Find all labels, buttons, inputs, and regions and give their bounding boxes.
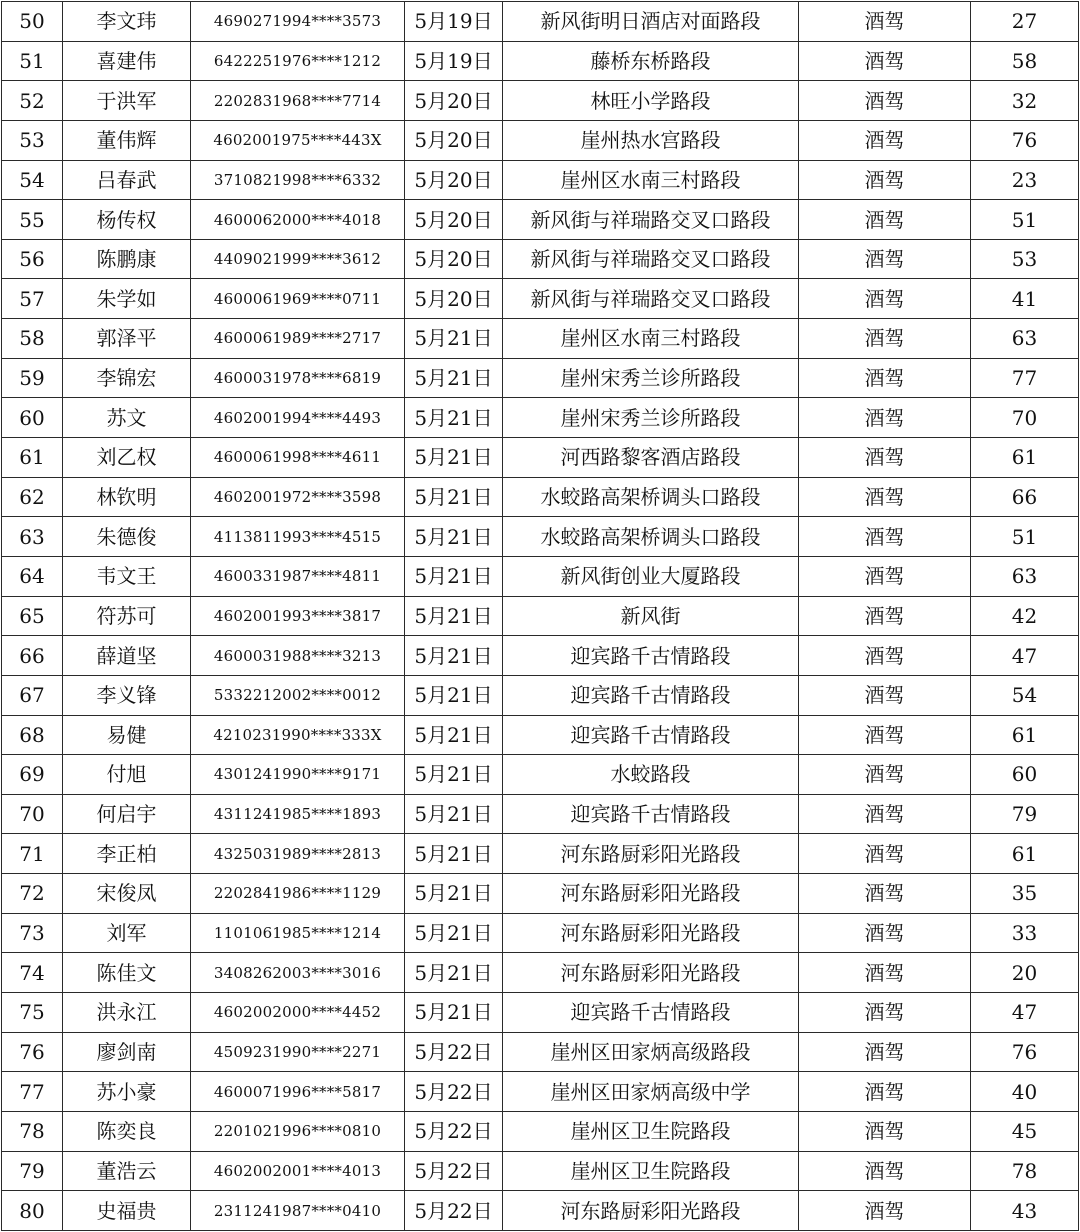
id-number-cell: 4600061969****0711 [191, 279, 405, 319]
name-cell: 李义锋 [63, 675, 191, 715]
row-number-cell: 54 [2, 160, 63, 200]
violation-cell: 酒驾 [799, 438, 971, 478]
row-number-cell: 65 [2, 596, 63, 636]
value-cell: 23 [971, 160, 1079, 200]
violation-cell: 酒驾 [799, 556, 971, 596]
value-cell: 70 [971, 398, 1079, 438]
location-cell: 崖州区卫生院路段 [503, 1111, 799, 1151]
location-cell: 迎宾路千古情路段 [503, 636, 799, 676]
violation-cell: 酒驾 [799, 120, 971, 160]
name-cell: 刘乙权 [63, 438, 191, 478]
date-cell: 5月22日 [405, 1111, 503, 1151]
table-row [2, 1072, 1079, 1112]
location-cell: 新风街与祥瑞路交叉口路段 [503, 279, 799, 319]
name-cell: 史福贵 [63, 1191, 191, 1231]
id-number-cell: 4600061989****2717 [191, 319, 405, 359]
name-cell: 付旭 [63, 755, 191, 795]
table-row [2, 1111, 1079, 1151]
table-row [2, 1032, 1079, 1072]
date-cell: 5月21日 [405, 675, 503, 715]
row-number-cell: 63 [2, 517, 63, 557]
violation-cell: 酒驾 [799, 755, 971, 795]
name-cell: 陈鹏康 [63, 239, 191, 279]
name-cell: 宋俊凤 [63, 874, 191, 914]
name-cell: 郭泽平 [63, 319, 191, 359]
location-cell: 崖州区卫生院路段 [503, 1151, 799, 1191]
violation-cell: 酒驾 [799, 200, 971, 240]
value-cell: 51 [971, 517, 1079, 557]
table-row [2, 834, 1079, 874]
id-number-cell: 4600061998****4611 [191, 438, 405, 478]
id-number-cell: 2202841986****1129 [191, 874, 405, 914]
location-cell: 河东路厨彩阳光路段 [503, 953, 799, 993]
id-number-cell: 4113811993****4515 [191, 517, 405, 557]
location-cell: 迎宾路千古情路段 [503, 993, 799, 1033]
value-cell: 79 [971, 794, 1079, 834]
value-cell: 63 [971, 556, 1079, 596]
value-cell: 20 [971, 953, 1079, 993]
id-number-cell: 4602002001****4013 [191, 1151, 405, 1191]
id-number-cell: 4509231990****2271 [191, 1032, 405, 1072]
value-cell: 42 [971, 596, 1079, 636]
records-table-body [2, 2, 1079, 1231]
date-cell: 5月20日 [405, 81, 503, 121]
row-number-cell: 76 [2, 1032, 63, 1072]
name-cell: 李文玮 [63, 2, 191, 42]
name-cell: 何启宇 [63, 794, 191, 834]
date-cell: 5月21日 [405, 913, 503, 953]
table-row [2, 120, 1079, 160]
date-cell: 5月22日 [405, 1032, 503, 1072]
date-cell: 5月22日 [405, 1191, 503, 1231]
table-row [2, 398, 1079, 438]
id-number-cell: 4311241985****1893 [191, 794, 405, 834]
row-number-cell: 64 [2, 556, 63, 596]
date-cell: 5月21日 [405, 755, 503, 795]
name-cell: 李锦宏 [63, 358, 191, 398]
table-row [2, 358, 1079, 398]
name-cell: 朱学如 [63, 279, 191, 319]
row-number-cell: 70 [2, 794, 63, 834]
id-number-cell: 3710821998****6332 [191, 160, 405, 200]
id-number-cell: 1101061985****1214 [191, 913, 405, 953]
row-number-cell: 55 [2, 200, 63, 240]
violation-cell: 酒驾 [799, 477, 971, 517]
value-cell: 78 [971, 1151, 1079, 1191]
row-number-cell: 80 [2, 1191, 63, 1231]
date-cell: 5月20日 [405, 120, 503, 160]
violation-cell: 酒驾 [799, 358, 971, 398]
location-cell: 崖州区水南三村路段 [503, 319, 799, 359]
value-cell: 76 [971, 1032, 1079, 1072]
table-row [2, 279, 1079, 319]
value-cell: 63 [971, 319, 1079, 359]
value-cell: 61 [971, 715, 1079, 755]
row-number-cell: 50 [2, 2, 63, 42]
id-number-cell: 4600331987****4811 [191, 556, 405, 596]
violation-cell: 酒驾 [799, 874, 971, 914]
violation-cell: 酒驾 [799, 517, 971, 557]
id-number-cell: 4600062000****4018 [191, 200, 405, 240]
table-row [2, 81, 1079, 121]
id-number-cell: 4325031989****2813 [191, 834, 405, 874]
violation-cell: 酒驾 [799, 913, 971, 953]
name-cell: 廖剑南 [63, 1032, 191, 1072]
value-cell: 54 [971, 675, 1079, 715]
table-row [2, 715, 1079, 755]
table-row [2, 993, 1079, 1033]
value-cell: 33 [971, 913, 1079, 953]
name-cell: 于洪军 [63, 81, 191, 121]
date-cell: 5月20日 [405, 279, 503, 319]
location-cell: 水蛟路高架桥调头口路段 [503, 517, 799, 557]
violation-cell: 酒驾 [799, 1032, 971, 1072]
row-number-cell: 60 [2, 398, 63, 438]
name-cell: 易健 [63, 715, 191, 755]
name-cell: 刘军 [63, 913, 191, 953]
violation-cell: 酒驾 [799, 794, 971, 834]
name-cell: 陈奕良 [63, 1111, 191, 1151]
location-cell: 河西路黎客酒店路段 [503, 438, 799, 478]
row-number-cell: 77 [2, 1072, 63, 1112]
value-cell: 32 [971, 81, 1079, 121]
date-cell: 5月22日 [405, 1151, 503, 1191]
row-number-cell: 57 [2, 279, 63, 319]
row-number-cell: 62 [2, 477, 63, 517]
id-number-cell: 4690271994****3573 [191, 2, 405, 42]
date-cell: 5月19日 [405, 2, 503, 42]
violation-cell: 酒驾 [799, 953, 971, 993]
row-number-cell: 73 [2, 913, 63, 953]
table-row [2, 160, 1079, 200]
table-row [2, 41, 1079, 81]
table-row [2, 1151, 1079, 1191]
id-number-cell: 4602001975****443X [191, 120, 405, 160]
location-cell: 迎宾路千古情路段 [503, 794, 799, 834]
records-table [1, 1, 1079, 1231]
violation-cell: 酒驾 [799, 239, 971, 279]
name-cell: 董浩云 [63, 1151, 191, 1191]
table-row [2, 675, 1079, 715]
location-cell: 崖州宋秀兰诊所路段 [503, 358, 799, 398]
id-number-cell: 2311241987****0410 [191, 1191, 405, 1231]
value-cell: 27 [971, 2, 1079, 42]
violation-cell: 酒驾 [799, 993, 971, 1033]
location-cell: 河东路厨彩阳光路段 [503, 834, 799, 874]
date-cell: 5月20日 [405, 239, 503, 279]
location-cell: 河东路厨彩阳光路段 [503, 874, 799, 914]
location-cell: 迎宾路千古情路段 [503, 675, 799, 715]
date-cell: 5月21日 [405, 517, 503, 557]
violation-cell: 酒驾 [799, 596, 971, 636]
id-number-cell: 4602002000****4452 [191, 993, 405, 1033]
date-cell: 5月21日 [405, 438, 503, 478]
date-cell: 5月21日 [405, 636, 503, 676]
id-number-cell: 5332212002****0012 [191, 675, 405, 715]
table-row [2, 874, 1079, 914]
location-cell: 崖州宋秀兰诊所路段 [503, 398, 799, 438]
date-cell: 5月20日 [405, 200, 503, 240]
date-cell: 5月21日 [405, 556, 503, 596]
row-number-cell: 75 [2, 993, 63, 1033]
table-row [2, 438, 1079, 478]
row-number-cell: 59 [2, 358, 63, 398]
name-cell: 韦文王 [63, 556, 191, 596]
row-number-cell: 68 [2, 715, 63, 755]
violation-cell: 酒驾 [799, 319, 971, 359]
violation-cell: 酒驾 [799, 1151, 971, 1191]
value-cell: 45 [971, 1111, 1079, 1151]
violation-cell: 酒驾 [799, 715, 971, 755]
date-cell: 5月21日 [405, 993, 503, 1033]
value-cell: 76 [971, 120, 1079, 160]
table-row [2, 239, 1079, 279]
row-number-cell: 71 [2, 834, 63, 874]
name-cell: 吕春武 [63, 160, 191, 200]
date-cell: 5月21日 [405, 874, 503, 914]
id-number-cell: 4600071996****5817 [191, 1072, 405, 1112]
violation-cell: 酒驾 [799, 279, 971, 319]
location-cell: 藤桥东桥路段 [503, 41, 799, 81]
violation-cell: 酒驾 [799, 636, 971, 676]
name-cell: 苏小豪 [63, 1072, 191, 1112]
row-number-cell: 74 [2, 953, 63, 993]
value-cell: 61 [971, 438, 1079, 478]
row-number-cell: 79 [2, 1151, 63, 1191]
date-cell: 5月21日 [405, 358, 503, 398]
location-cell: 新风街与祥瑞路交叉口路段 [503, 200, 799, 240]
location-cell: 崖州区田家炳高级路段 [503, 1032, 799, 1072]
table-row [2, 913, 1079, 953]
table-row [2, 477, 1079, 517]
id-number-cell: 4602001993****3817 [191, 596, 405, 636]
table-row [2, 636, 1079, 676]
location-cell: 新风街与祥瑞路交叉口路段 [503, 239, 799, 279]
date-cell: 5月21日 [405, 715, 503, 755]
table-row [2, 319, 1079, 359]
row-number-cell: 58 [2, 319, 63, 359]
location-cell: 水蛟路段 [503, 755, 799, 795]
violation-cell: 酒驾 [799, 398, 971, 438]
id-number-cell: 4600031988****3213 [191, 636, 405, 676]
id-number-cell: 4602001994****4493 [191, 398, 405, 438]
location-cell: 崖州区田家炳高级中学 [503, 1072, 799, 1112]
violation-cell: 酒驾 [799, 81, 971, 121]
row-number-cell: 56 [2, 239, 63, 279]
date-cell: 5月19日 [405, 41, 503, 81]
violation-cell: 酒驾 [799, 1072, 971, 1112]
name-cell: 朱德俊 [63, 517, 191, 557]
location-cell: 新风街创业大厦路段 [503, 556, 799, 596]
table-row [2, 517, 1079, 557]
row-number-cell: 78 [2, 1111, 63, 1151]
violation-cell: 酒驾 [799, 1191, 971, 1231]
table-row [2, 794, 1079, 834]
value-cell: 77 [971, 358, 1079, 398]
table-row [2, 596, 1079, 636]
value-cell: 58 [971, 41, 1079, 81]
row-number-cell: 52 [2, 81, 63, 121]
name-cell: 符苏可 [63, 596, 191, 636]
id-number-cell: 2202831968****7714 [191, 81, 405, 121]
location-cell: 河东路厨彩阳光路段 [503, 913, 799, 953]
value-cell: 61 [971, 834, 1079, 874]
value-cell: 66 [971, 477, 1079, 517]
location-cell: 新风街 [503, 596, 799, 636]
location-cell: 崖州热水宫路段 [503, 120, 799, 160]
row-number-cell: 51 [2, 41, 63, 81]
violation-cell: 酒驾 [799, 41, 971, 81]
violation-cell: 酒驾 [799, 2, 971, 42]
violation-cell: 酒驾 [799, 675, 971, 715]
name-cell: 李正柏 [63, 834, 191, 874]
id-number-cell: 4210231990****333X [191, 715, 405, 755]
date-cell: 5月21日 [405, 834, 503, 874]
name-cell: 董伟辉 [63, 120, 191, 160]
date-cell: 5月20日 [405, 160, 503, 200]
name-cell: 薛道坚 [63, 636, 191, 676]
value-cell: 40 [971, 1072, 1079, 1112]
value-cell: 47 [971, 993, 1079, 1033]
row-number-cell: 61 [2, 438, 63, 478]
date-cell: 5月21日 [405, 398, 503, 438]
date-cell: 5月21日 [405, 953, 503, 993]
name-cell: 杨传权 [63, 200, 191, 240]
id-number-cell: 4600031978****6819 [191, 358, 405, 398]
name-cell: 林钦明 [63, 477, 191, 517]
id-number-cell: 6422251976****1212 [191, 41, 405, 81]
table-row [2, 953, 1079, 993]
id-number-cell: 4409021999****3612 [191, 239, 405, 279]
location-cell: 河东路厨彩阳光路段 [503, 1191, 799, 1231]
value-cell: 60 [971, 755, 1079, 795]
id-number-cell: 4301241990****9171 [191, 755, 405, 795]
violation-cell: 酒驾 [799, 834, 971, 874]
value-cell: 53 [971, 239, 1079, 279]
location-cell: 崖州区水南三村路段 [503, 160, 799, 200]
row-number-cell: 67 [2, 675, 63, 715]
table-row [2, 755, 1079, 795]
date-cell: 5月21日 [405, 596, 503, 636]
value-cell: 35 [971, 874, 1079, 914]
date-cell: 5月22日 [405, 1072, 503, 1112]
violation-cell: 酒驾 [799, 160, 971, 200]
date-cell: 5月21日 [405, 319, 503, 359]
table-row [2, 2, 1079, 42]
name-cell: 陈佳文 [63, 953, 191, 993]
table-row [2, 1191, 1079, 1231]
table-row [2, 200, 1079, 240]
date-cell: 5月21日 [405, 794, 503, 834]
value-cell: 41 [971, 279, 1079, 319]
location-cell: 迎宾路千古情路段 [503, 715, 799, 755]
table-row [2, 556, 1079, 596]
row-number-cell: 72 [2, 874, 63, 914]
value-cell: 51 [971, 200, 1079, 240]
id-number-cell: 3408262003****3016 [191, 953, 405, 993]
location-cell: 林旺小学路段 [503, 81, 799, 121]
row-number-cell: 53 [2, 120, 63, 160]
row-number-cell: 69 [2, 755, 63, 795]
name-cell: 喜建伟 [63, 41, 191, 81]
violation-cell: 酒驾 [799, 1111, 971, 1151]
id-number-cell: 2201021996****0810 [191, 1111, 405, 1151]
location-cell: 水蛟路高架桥调头口路段 [503, 477, 799, 517]
id-number-cell: 4602001972****3598 [191, 477, 405, 517]
value-cell: 43 [971, 1191, 1079, 1231]
location-cell: 新风街明日酒店对面路段 [503, 2, 799, 42]
name-cell: 洪永江 [63, 993, 191, 1033]
value-cell: 47 [971, 636, 1079, 676]
row-number-cell: 66 [2, 636, 63, 676]
date-cell: 5月21日 [405, 477, 503, 517]
name-cell: 苏文 [63, 398, 191, 438]
